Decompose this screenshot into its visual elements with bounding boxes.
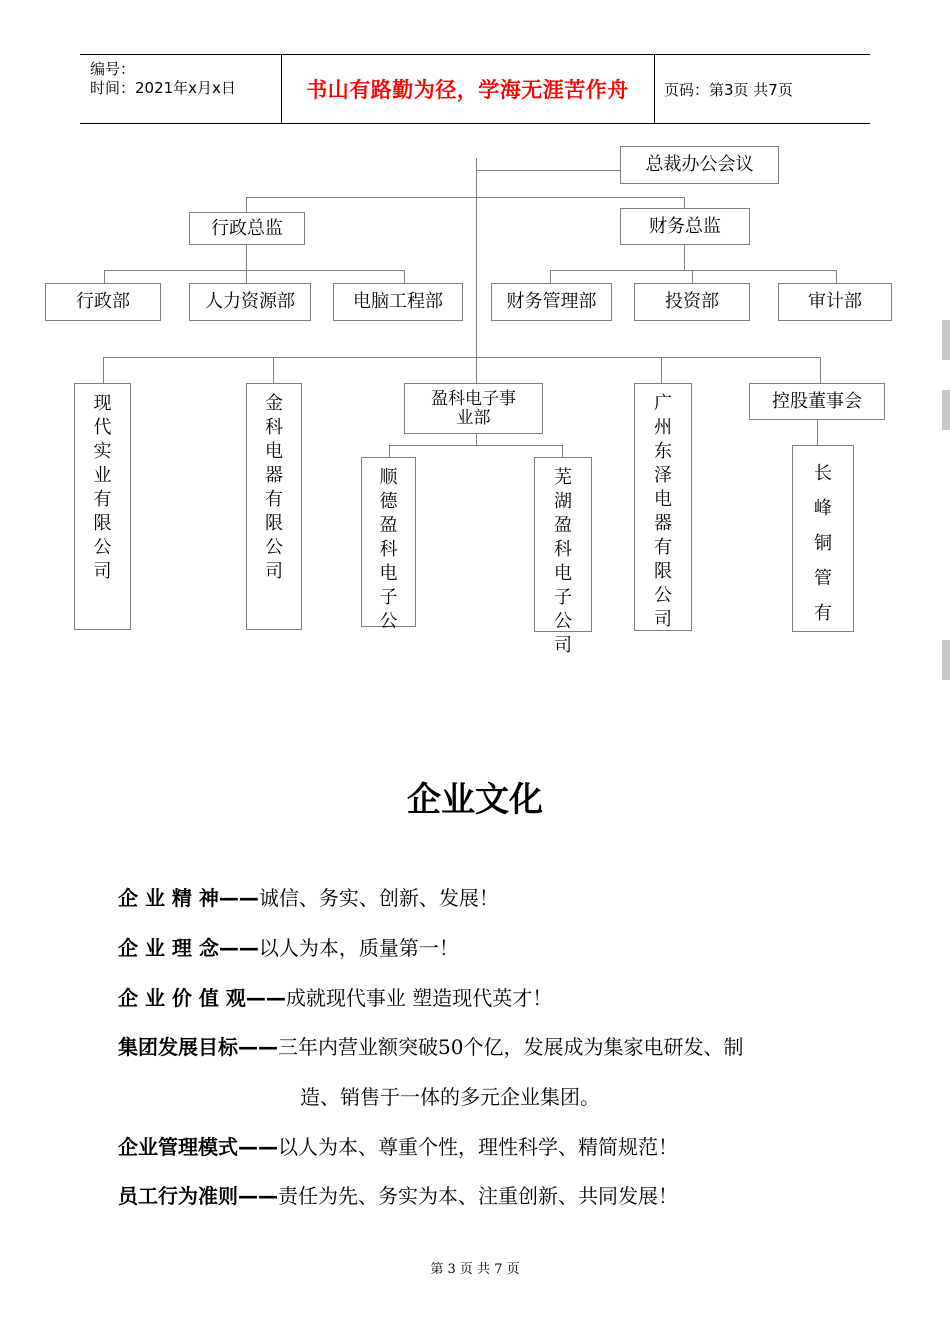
org-node-label: 长峰铜管有 xyxy=(814,463,832,624)
connector-finance-depts xyxy=(550,270,836,271)
org-node-label: 金科电器有限公司 xyxy=(265,393,283,582)
org-node-admin-dept: 行政部 xyxy=(45,283,161,321)
connector-holding-down xyxy=(817,420,818,445)
document-number-label: 编号： xyxy=(90,60,136,78)
culture-item-philosophy xyxy=(118,932,459,961)
culture-item-text: 责任为先、务实为本、注重创新、共同发展！ xyxy=(278,1184,678,1208)
connector-sub-2 xyxy=(273,357,274,383)
org-node-modern-company xyxy=(74,383,131,630)
culture-item-text: 三年内营业额突破50个亿，发展成为集家电研发、制 xyxy=(278,1035,744,1059)
org-node-label: 广州东泽电器有限公司 xyxy=(654,393,672,630)
org-node-label: 芜湖盈科电子公司 xyxy=(554,467,572,656)
culture-item-spirit xyxy=(118,882,499,911)
page-edge-mark xyxy=(942,320,950,360)
connector-top xyxy=(476,170,621,171)
org-node-jinke-company xyxy=(246,383,302,630)
org-node-finance-dept: 审计部 xyxy=(778,283,892,321)
connector-sub-1 xyxy=(103,357,104,383)
connector-trunk xyxy=(476,158,477,358)
connector-admin-depts xyxy=(104,270,404,271)
connector-finance-director-drop xyxy=(684,197,685,208)
connector-sub-5 xyxy=(820,357,821,383)
org-node-finance-dept: 投资部 xyxy=(634,283,750,321)
org-node-finance-dept: 财务管理部 xyxy=(491,283,612,321)
page-edge-mark xyxy=(942,640,950,680)
page-footer: 第 3 页 共 7 页 xyxy=(430,1262,520,1277)
culture-item-label: 企 业 价 值 观—— xyxy=(118,986,286,1010)
org-node-changfeng-company xyxy=(792,445,854,632)
culture-item-label: 企 业 理 念—— xyxy=(118,936,259,960)
org-node-label: 顺德盈科电子公 xyxy=(379,467,398,632)
connector-finance-director-down xyxy=(684,245,685,270)
org-node-top: 总裁办公会议 xyxy=(620,146,779,184)
connector-shunde-drop xyxy=(389,445,390,457)
header-motto: 书山有路勤为径，学海无涯苦作舟 xyxy=(306,78,629,102)
culture-item-conduct xyxy=(118,1180,678,1209)
connector-directors xyxy=(246,197,685,198)
org-node-shunde-company xyxy=(361,457,416,632)
connector-finance-dept-2 xyxy=(692,270,693,283)
connector-sub-3 xyxy=(476,357,477,383)
culture-item-label: 企 业 精 神—— xyxy=(118,886,259,910)
connector-yingke-branches xyxy=(389,445,563,446)
connector-admin-dept-3 xyxy=(404,270,405,283)
org-node-wuhu-company xyxy=(534,457,592,656)
page-edge-mark xyxy=(942,390,950,430)
org-node-dongze-company xyxy=(634,383,692,631)
document-date-label: 时间：2021年x月x日 xyxy=(90,79,236,97)
org-chart xyxy=(0,0,950,660)
culture-item-text: 以人为本，质量第一！ xyxy=(258,936,459,960)
org-node-admin-dept: 人力资源部 xyxy=(189,283,311,321)
org-node-yingke-division xyxy=(404,383,543,434)
culture-item-values xyxy=(118,982,552,1011)
culture-item-text: 以人为本、尊重个性，理性科学、精简规范！ xyxy=(278,1135,678,1159)
org-node-label: 现代实业有限公司 xyxy=(93,393,112,582)
culture-item-label: 集团发展目标—— xyxy=(118,1035,278,1059)
header-page-info: 页码：第3页 共7页 xyxy=(664,80,793,99)
connector-finance-dept-1 xyxy=(550,270,551,283)
connector-finance-dept-3 xyxy=(836,270,837,283)
connector-sub-4 xyxy=(661,357,662,383)
connector-admin-dept-2 xyxy=(246,270,247,283)
culture-title: 企业文化 xyxy=(407,780,543,820)
org-node-admin-dept: 电脑工程部 xyxy=(333,283,463,321)
connector-admin-director-down xyxy=(246,245,247,270)
org-node-label: 盈科电子事业部 xyxy=(431,388,516,428)
culture-item-text: 成就现代事业 塑造现代英才！ xyxy=(285,986,553,1010)
culture-item-label: 员工行为准则—— xyxy=(118,1184,278,1208)
connector-subsidiaries xyxy=(103,357,820,358)
org-node-finance-director: 财务总监 xyxy=(620,208,750,245)
connector-yingke-down xyxy=(476,434,477,445)
connector-admin-dept-1 xyxy=(104,270,105,283)
culture-item-label: 企业管理模式—— xyxy=(118,1135,278,1159)
org-node-admin-director: 行政总监 xyxy=(189,212,305,245)
culture-item-text: 诚信、务实、创新、发展！ xyxy=(258,886,499,910)
culture-goal-continuation: 造、销售于一体的多元企业集团。 xyxy=(300,1085,600,1109)
culture-item-goal xyxy=(118,1031,743,1060)
culture-item-management xyxy=(118,1131,678,1160)
org-node-holding-board: 控股董事会 xyxy=(749,383,885,420)
connector-wuhu-drop xyxy=(562,445,563,457)
connector-admin-director-drop xyxy=(246,197,247,212)
